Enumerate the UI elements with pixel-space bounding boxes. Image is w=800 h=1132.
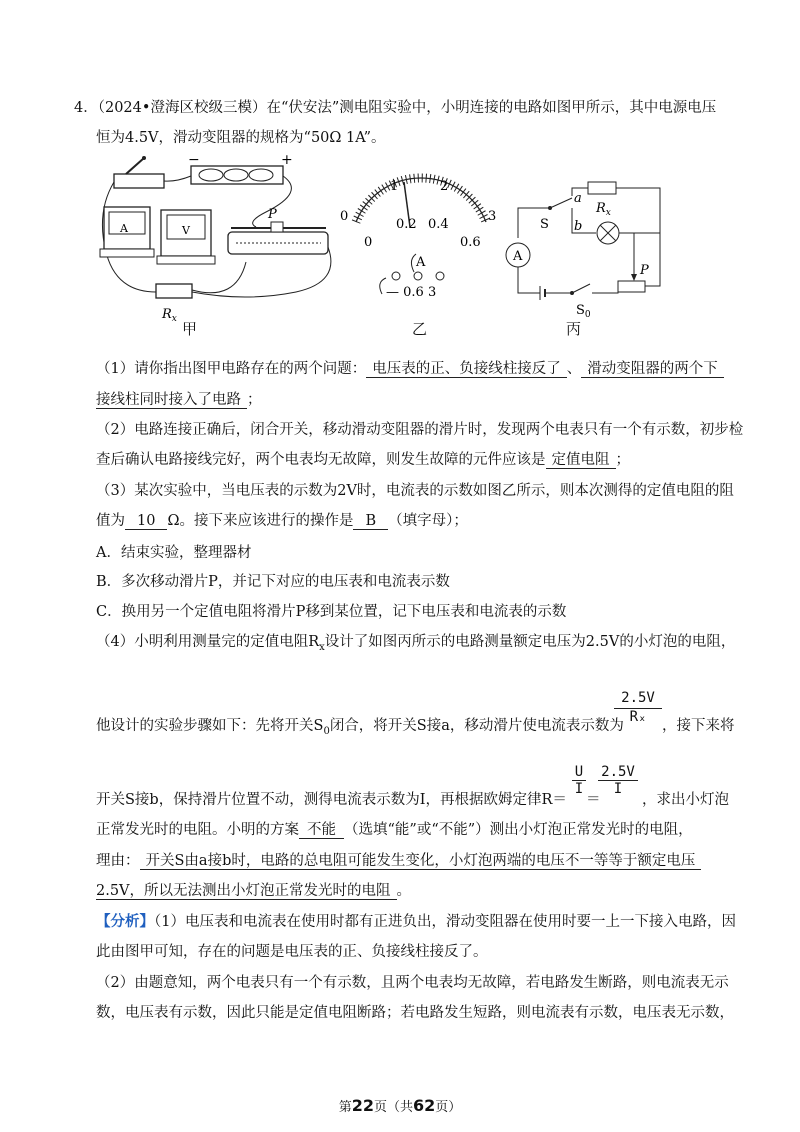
q4-reason-answer-1: 开关S由a接b时，电路的总电阻可能发生变化，小灯泡两端的电压不一等等于额定电压 (140, 853, 702, 870)
ammeter-label: A (120, 222, 128, 235)
q2-answer: 定值电阻 (546, 452, 616, 469)
q4-line-4 (96, 818, 693, 839)
question-stem-text: 在“伏安法”测电阻实验中，小明连接的电路如图甲所示，其中电源电压 (266, 100, 717, 116)
q4-text-2b: 闭合，将开关S接a，移动滑片使电流表示数为 (329, 718, 624, 734)
footer-page-number: 22 (351, 1096, 374, 1115)
option-b: B．多次移动滑片P，并记下对应的电压表和电流表示数 (96, 574, 450, 590)
q4-reason-line-2 (96, 879, 411, 900)
contact-a-label: a (574, 191, 582, 206)
question-source: （2024•澄海区校级三模） (97, 100, 267, 116)
q3-text-b: Ω。接下来应该进行的操作是 (167, 513, 354, 529)
fraction-u-over-i (572, 764, 586, 797)
figure-yi-ammeter-dial (336, 172, 506, 312)
dial-top-tick-2: 2 (440, 179, 449, 194)
fraction-3-numerator: 2.5V (598, 764, 638, 781)
q3-line-2 (96, 509, 468, 530)
page-footer (0, 1096, 800, 1115)
q4-reason-answer-2: 2.5V，所以无法测出小灯泡正常发光时的电阻 (96, 883, 397, 900)
q2-prefix: 查后确认电路接线完好，两个电表均无故障，则发生故障的元件应该是 (96, 452, 546, 468)
ammeter-symbol-label: A (513, 249, 523, 264)
fraction-1-denominator: Rₓ (629, 709, 647, 725)
switch-s0-blade (572, 284, 590, 293)
dial-bottom-tick-2: 0.4 (428, 217, 449, 232)
analysis-tag: 【分析】 (96, 913, 154, 930)
contact-b-label: b (574, 219, 583, 234)
q1-separator: 、 (566, 361, 582, 377)
resistor-rx (156, 284, 192, 298)
question-stem-line-2: 恒为4.5V，滑动变阻器的规格为“50Ω 1A”。 (96, 130, 386, 146)
slider-arrow (631, 274, 637, 281)
q4-line-2 (96, 714, 624, 737)
analysis-line-4: 数，电压表有示数，因此只能是定值电阻断路；若电路发生短路，则电流表有示数，电压表无示数， (96, 1005, 734, 1021)
figure-caption-jia: 甲 (182, 320, 198, 338)
q3-line-1: （3）某次实验中，当电压表的示数为2V时，电流表的示数如图乙所示，则本次测得的定值电阻的阻 (96, 483, 734, 499)
figure-jia-circuit (96, 152, 336, 327)
dial-top-tick-1: 1 (390, 179, 399, 194)
dial-bottom-tick-3: 0.6 (460, 235, 481, 250)
q3-answer-2: B (353, 513, 388, 530)
q3-text-c: （填字母）； (388, 513, 468, 529)
fraction-2-numerator: U (572, 764, 586, 781)
slider-label-p: P (268, 207, 277, 222)
q4-sub-x: x (319, 641, 325, 653)
battery-minus-sign: − (188, 152, 200, 168)
analysis-line-1 (96, 910, 736, 931)
figure-bing-schematic (500, 178, 670, 328)
dial-bottom-tick-0: 0 (364, 235, 373, 250)
dial-unit: A (416, 255, 426, 270)
option-a: A．结束实验，整理器材 (96, 545, 252, 561)
fraction-2-denominator: I (574, 781, 584, 797)
q4-answer: 不能 (299, 822, 344, 839)
figure-caption-yi: 乙 (412, 320, 428, 338)
battery-plus-sign: + (281, 152, 293, 168)
footer-mid: 页（共 (373, 1100, 413, 1115)
q4-reason-line-1 (96, 849, 701, 870)
q4-text-4b: （选填“能”或“不能”）测出小灯泡正常发光时的电阻， (344, 822, 693, 838)
voltmeter-label: V (182, 224, 190, 237)
q1-line-1 (96, 357, 724, 378)
q2-end: ； (615, 452, 630, 468)
q1-answer-2a: 滑动变阻器的两个下 (581, 361, 724, 378)
bing-p-label: P (640, 263, 649, 278)
footer-pre: 第 (338, 1100, 352, 1115)
analysis-line-3: （2）由题意知，两个电表只有一个有示数，且两个电表均无故障，若电路发生断路，则电流表无示 (96, 975, 729, 991)
switch-lever (126, 158, 144, 174)
q4-reason-prefix: 理由： (96, 853, 140, 869)
rx-label: $R_x$ (162, 307, 177, 324)
dial-bottom-tick-1: 0.2 (396, 217, 417, 232)
q4-text-2a: 他设计的实验步骤如下：先将开关S (96, 718, 324, 734)
fraction-1-numerator: 2.5V (614, 690, 662, 709)
switch-base (114, 174, 164, 188)
q4-text-1b: 设计了如图丙所示的电路测量额定电压为2.5V的小灯泡的电阻， (324, 634, 736, 650)
rheostat-symbol (618, 281, 645, 292)
resistor-rx-symbol (588, 182, 616, 194)
q1-answer-2b: 接线柱同时接入了电路 (96, 392, 247, 409)
switch-s-blade (550, 198, 572, 208)
q3-answer-1: 10 (125, 513, 167, 530)
footer-total-pages: 62 (413, 1096, 436, 1115)
q4-line-3: 开关S接b，保持滑片位置不动，测得电流表示数为I，再根据欧姆定律R＝ (96, 792, 567, 808)
question-number: 4． (74, 100, 98, 116)
figure-caption-bing: 丙 (566, 320, 582, 338)
q4-text-1a: （4）小明利用测量完的定值电阻R (96, 634, 320, 650)
q4-sub-0: 0 (323, 725, 330, 737)
option-c: C．换用另一个定值电阻将滑片P移到某位置，记下电压表和电流表的示数 (96, 604, 567, 620)
dial-top-tick-3: 3 (488, 209, 497, 224)
bing-rx-label: $R_x$ (596, 201, 611, 218)
q1-answer-1: 电压表的正、负接线柱接反了 (366, 361, 567, 378)
q4-text-4a: 正常发光时的电阻。小明的方案 (96, 822, 299, 838)
analysis-line-2: 此由图甲可知，存在的问题是电压表的正、负接线柱接反了。 (96, 944, 488, 960)
footer-post: 页） (435, 1100, 462, 1115)
q4-reason-end: 。 (396, 883, 412, 899)
q4-line-3-tail: ，求出小灯泡 (642, 792, 729, 808)
q3-text-a: 值为 (96, 513, 125, 529)
switch-s0-label: $S_0$ (576, 303, 591, 320)
fraction-3-denominator: I (613, 781, 623, 797)
q4-line-2-tail: ，接下来将 (662, 718, 735, 734)
switch-s-label: S (540, 217, 549, 232)
q4-line-3-eq: ＝ (586, 792, 601, 808)
question-stem-line-1 (74, 96, 716, 117)
q1-end: ； (247, 392, 262, 408)
dial-terminals: — 0.6 3 (386, 285, 437, 300)
fraction-2.5v-over-i (598, 764, 638, 797)
q2-line-1: （2）电路连接正确后，闭合开关，移动滑动变阻器的滑片时，发现两个电表只有一个有示数，初步检 (96, 422, 744, 438)
q2-line-2 (96, 448, 630, 469)
dial-top-tick-0: 0 (340, 209, 349, 224)
q1-prefix: （1）请你指出图甲电路存在的两个问题： (96, 361, 367, 377)
q4-line-1 (96, 630, 735, 653)
q1-line-2 (96, 388, 262, 409)
analysis-text-1: （1）电压表和电流表在使用时都有正进负出，滑动变阻器在使用时要一上一下接入电路，因 (154, 914, 736, 930)
